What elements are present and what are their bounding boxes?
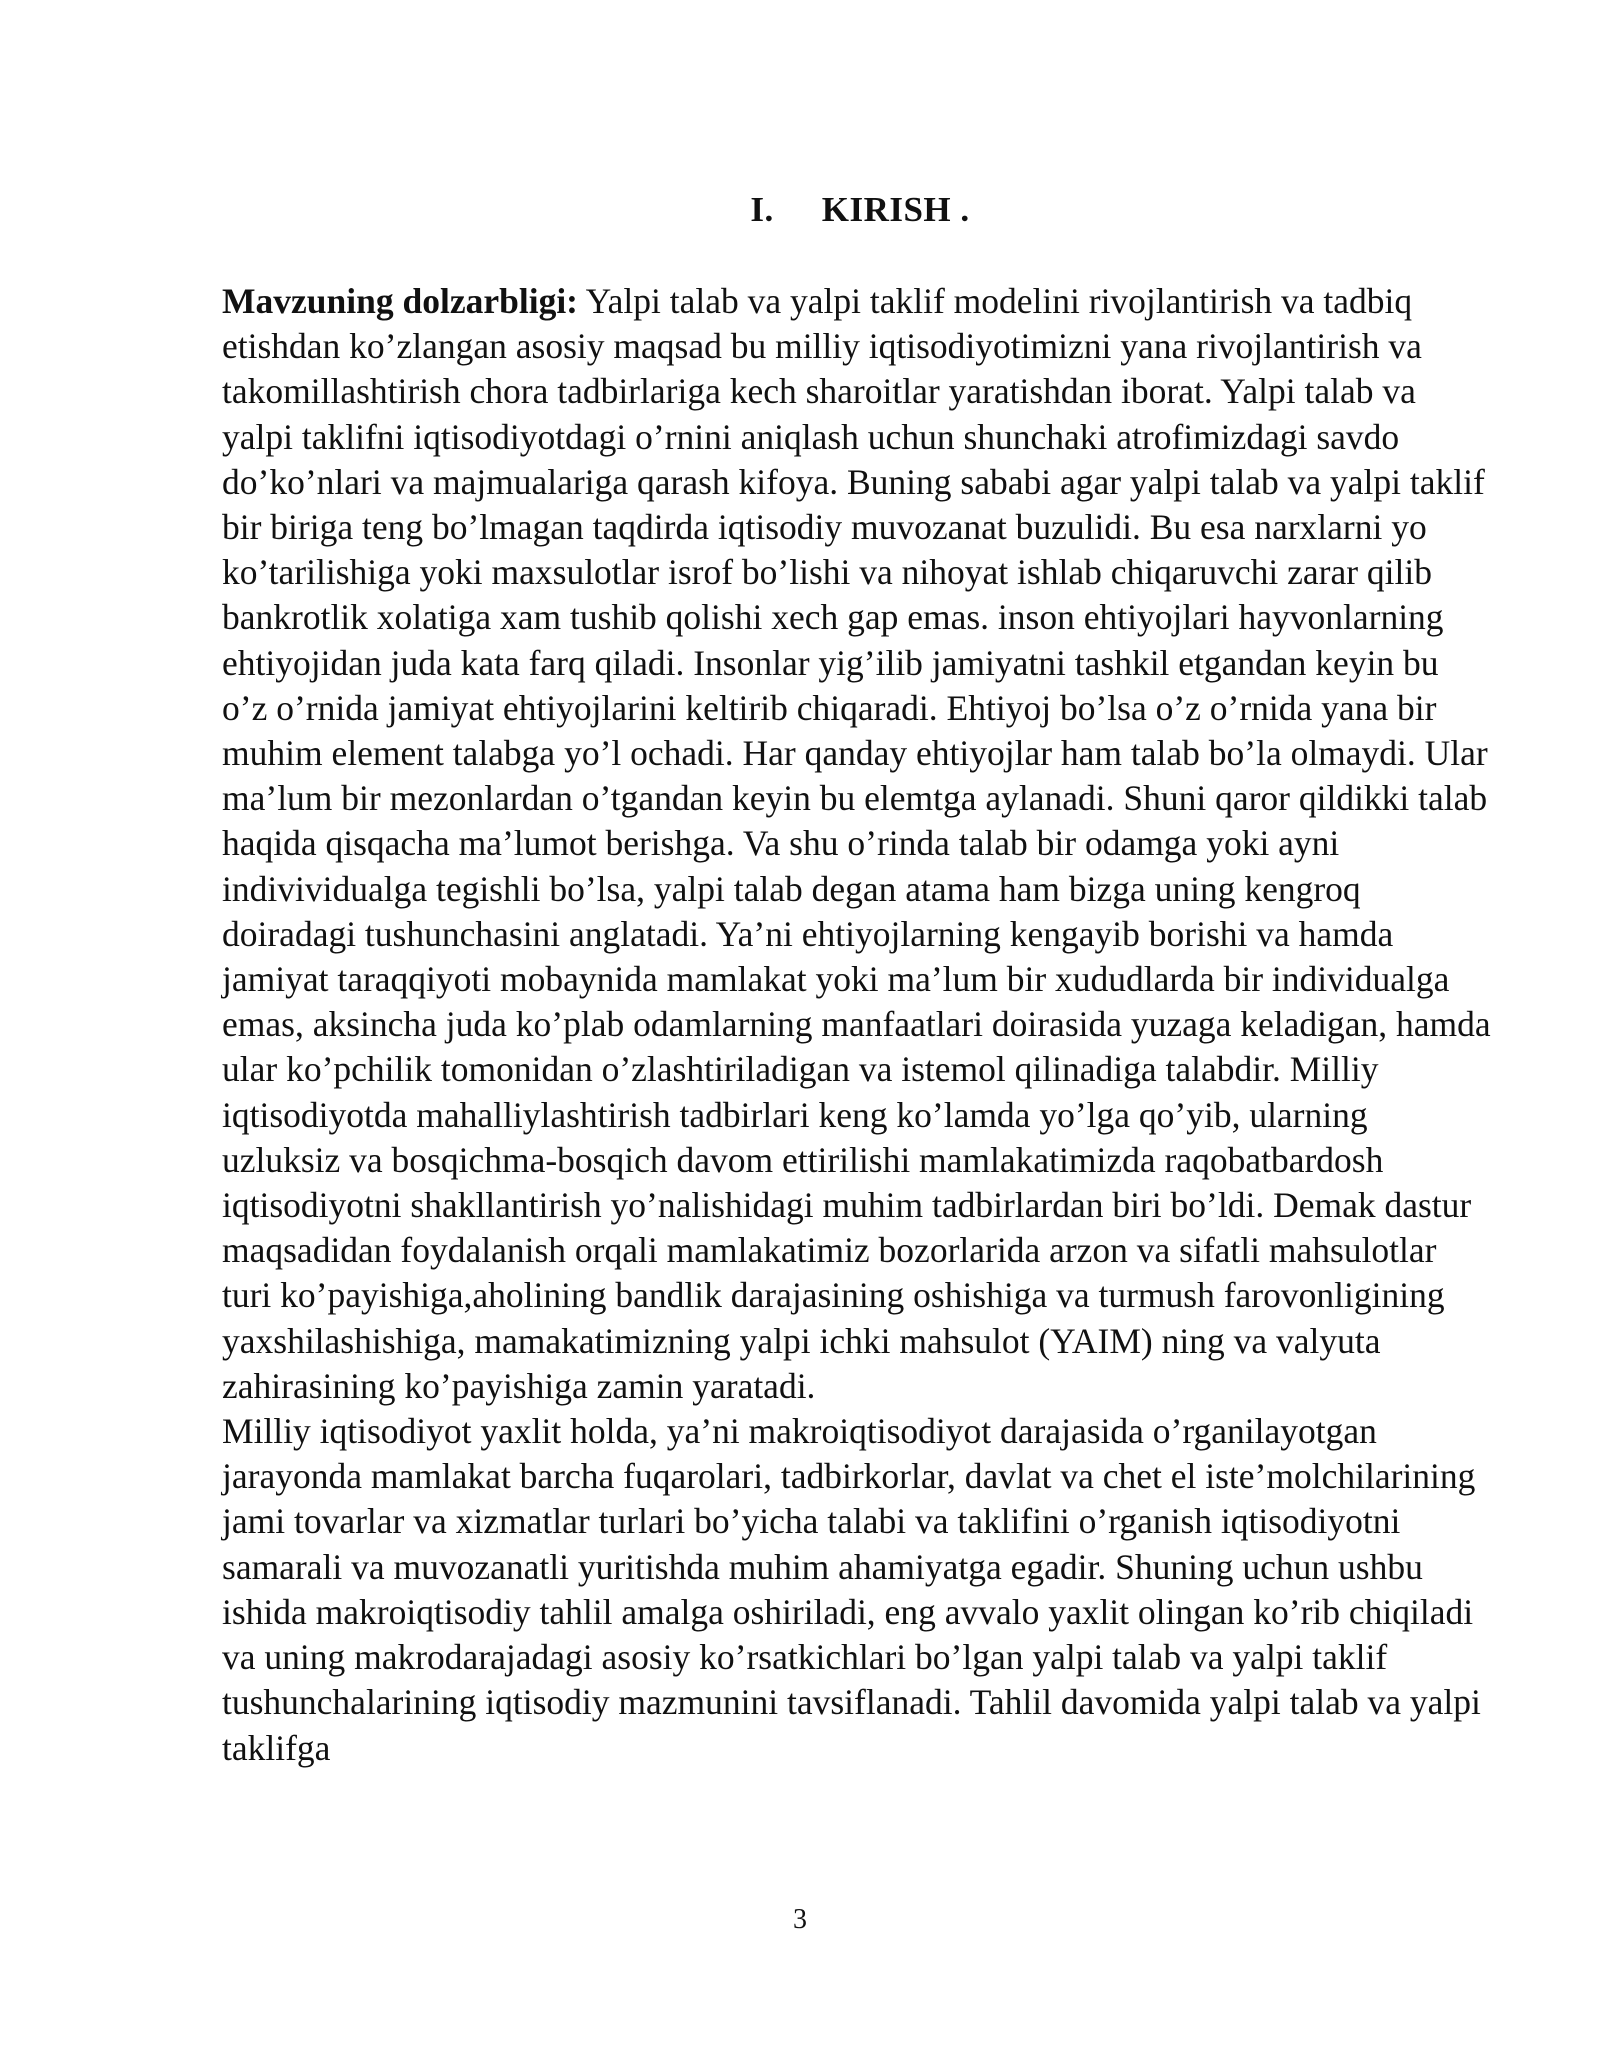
paragraph-lead: Mavzuning dolzarbligi: [222,281,579,321]
paragraph [222,1409,1492,1771]
paragraph-text: Yalpi talab va yalpi taklif modelini rivojlantirish va tadbiq etishdan ko’zlangan asosiy maqsad bu milliy iqtisodiyotimizni yana rivojlantirish va takomillashtirish chora tadbirlariga kech sharoitlar yaratishdan iborat. Yalpi talab va yalpi taklifni iqtisodiyotdagi o’rnini aniqlash uchun shunchaki atrofimizdagi savdo do’ko’nlari va majmualariga qarash kifoya. Buning sababi agar yalpi talab va yalpi taklif bir biriga teng bo’lmagan taqdirda iqtisodiy muvozanat buzulidi. Bu esa narxlarni yo ko’tarilishiga yoki maxsulotlar isrof bo’lishi va nihoyat ishlab chiqaruvchi zarar qilib bankrotlik xolatiga xam tushib qolishi xech gap emas. inson ehtiyojlari hayvonlarning ehtiyojidan juda kata farq qiladi. Insonlar yig’ilib jamiyatni tashkil etgandan keyin bu o’z o’rnida jamiyat ehtiyojlarini keltirib chiqaradi. Ehtiyoj bo’lsa o’z o’rnida yana bir muhim element talabga yo’l ochadi. Har qanday ehtiyojlar ham talab bo’la olmaydi. Ular ma’lum bir mezonlardan o’tgandan keyin bu elemtga aylanadi. Shuni qaror qildikki talab haqida qisqacha ma’lumot berishga. Va shu o’rinda talab bir odamga yoki ayni indivividualga tegishli bo’lsa, yalpi talab degan atama ham bizga uning kengroq doiradagi tushunchasini anglatadi. Ya’ni ehtiyojlarning kengayib borishi va hamda jamiyat taraqqiyoti mobaynida mamlakat yoki ma’lum bir xududlarda bir individualga emas, aksincha juda ko’plab odamlarning manfaatlari doirasida yuzaga keladigan, hamda ular ko’pchilik tomonidan o’zlashtiriladigan va istemol qilinadiga talabdir. Milliy iqtisodiyotda mahalliylashtirish tadbirlari keng ko’lamda yo’lga qo’yib, ularning uzluksiz va bosqichma-bosqich davom ettirilishi mamlakatimizda raqobatbardosh iqtisodiyotni shakllantirish yo’nalishidagi muhim tadbirlardan biri bo’ldi. Demak dastur maqsadidan foydalanish orqali mamlakatimiz bozorlarida arzon va sifatli mahsulotlar turi ko’payishiga,aholining bandlik darajasining oshishiga va turmush farovonligining yaxshilashishiga, mamakatimizning yalpi ichki mahsulot (YAIM) ning va valyuta zahirasining ko’payishiga zamin yaratadi. [222,281,1491,1406]
section-title: KIRISH . [821,190,970,229]
paragraph [222,279,1492,1409]
section-heading [0,190,1600,230]
body-text [222,279,1492,1771]
paragraph-text: Milliy iqtisodiyot yaxlit holda, ya’ni makroiqtisodiyot darajasida o’rganilayotgan jarayonda mamlakat barcha fuqarolari, tadbirkorlar, davlat va chet el iste’molchilarining jami tovarlar va xizmatlar turlari bo’yicha talabi va taklifini o’rganish iqtisodiyotni samarali va muvozanatli yuritishda muhim ahamiyatga egadir. Shuning uchun ushbu ishida makroiqtisodiy tahlil amalga oshiriladi, eng avvalo yaxlit olingan ko’rib chiqiladi va uning makrodarajadagi asosiy ko’rsatkichlari bo’lgan yalpi talab va yalpi taklif tushunchalarining iqtisodiy mazmunini tavsiflanadi. Tahlil davomida yalpi talab va yalpi taklifga [222,1411,1481,1768]
section-number: I. [750,190,774,229]
page-number: 3 [793,1904,807,1935]
